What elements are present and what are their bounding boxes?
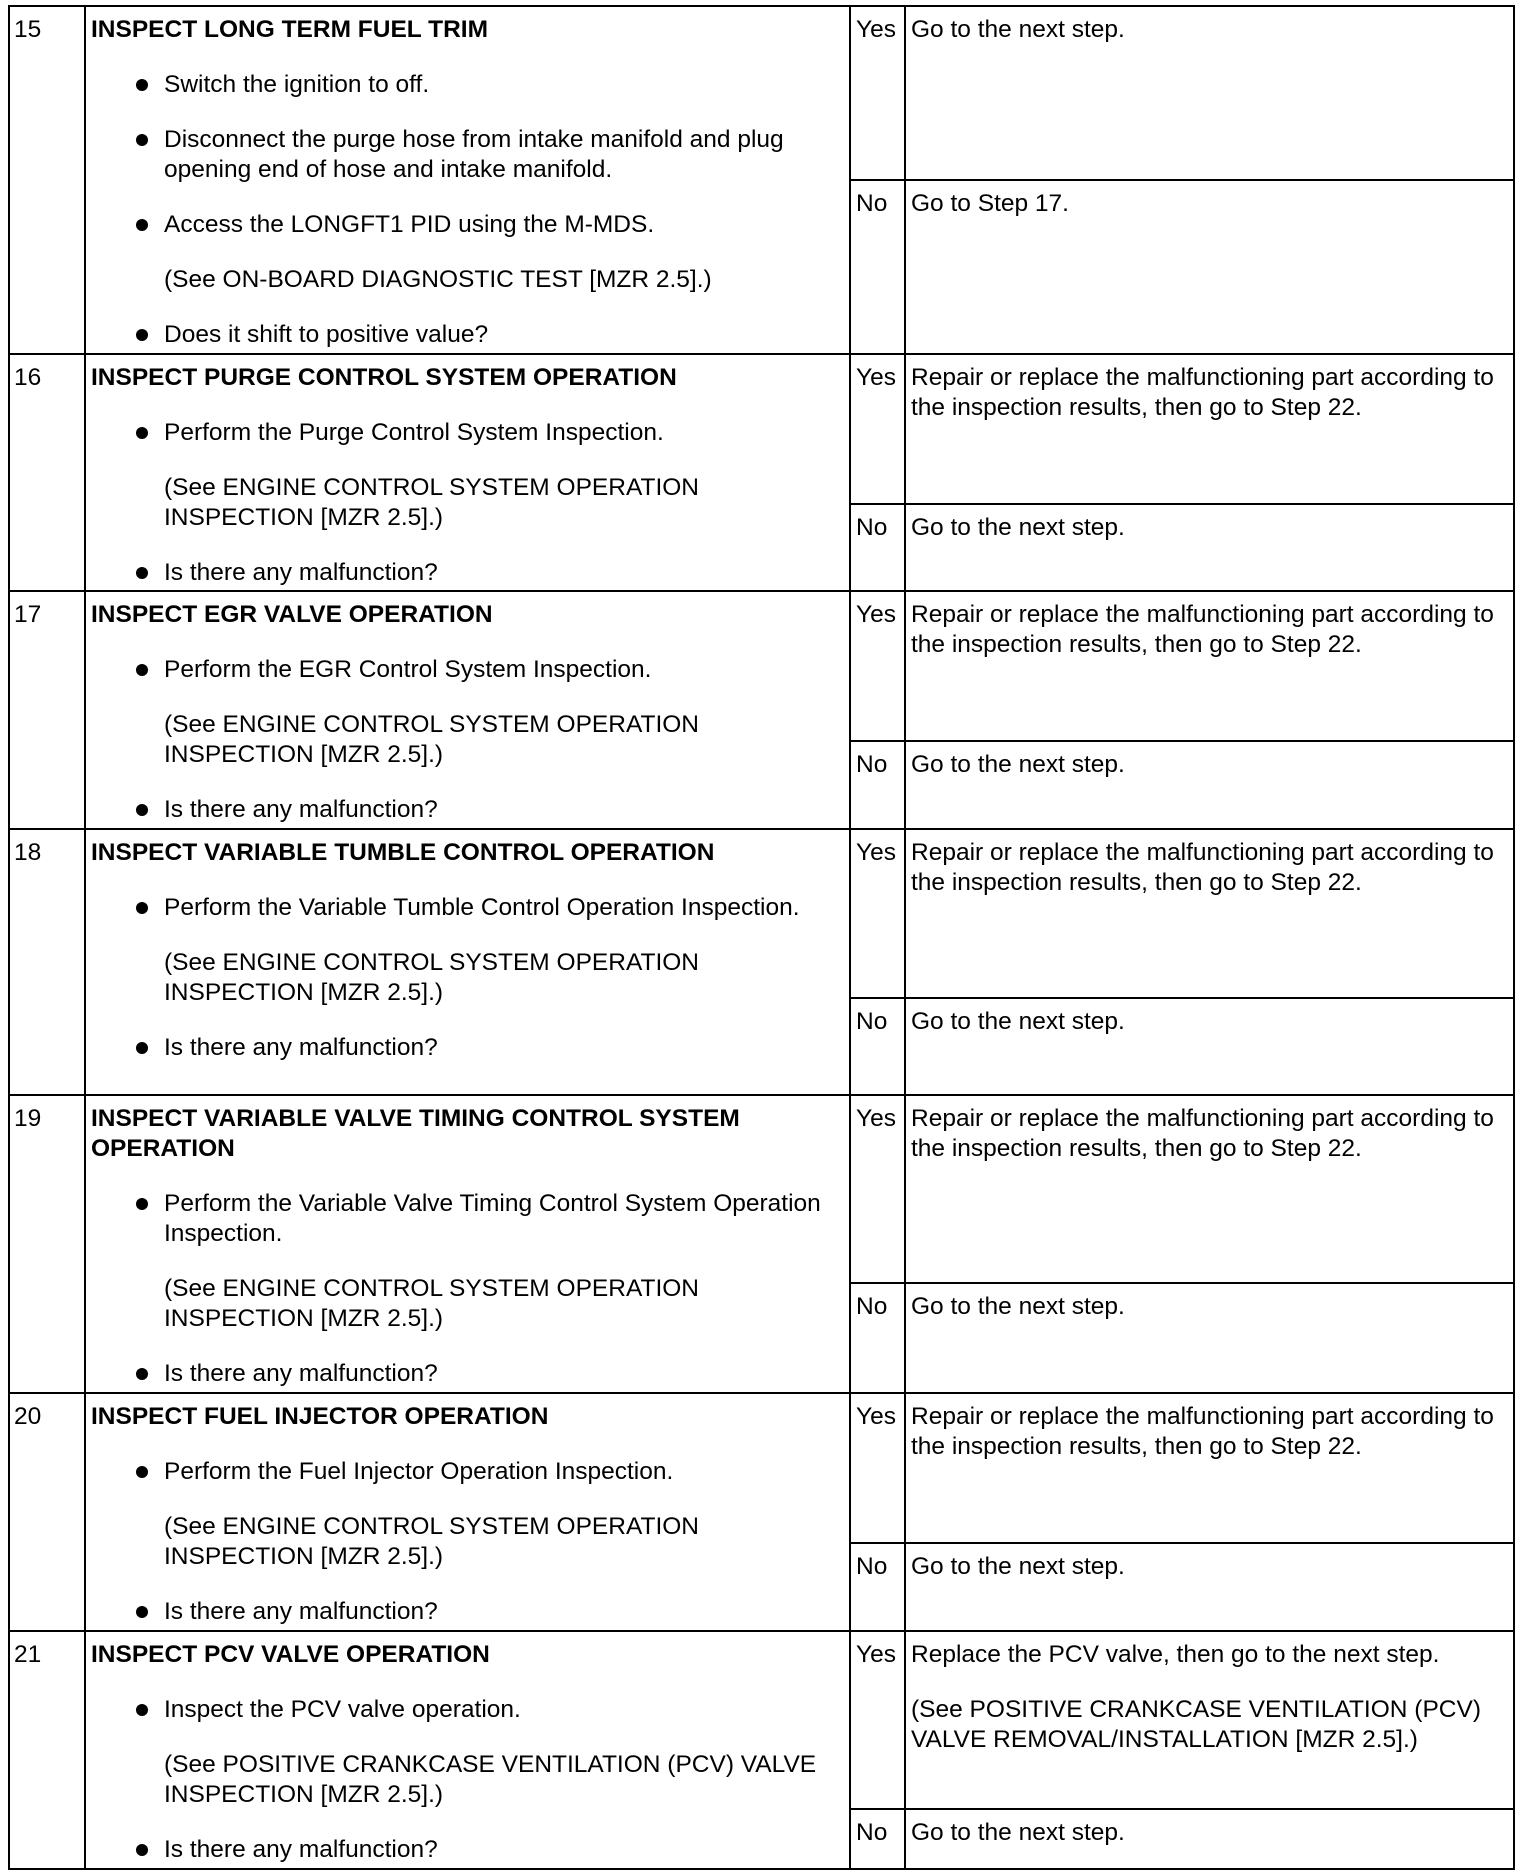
step-description — [85, 6, 850, 354]
reference-note: (See ON-BOARD DIAGNOSTIC TEST [MZR 2.5].) — [164, 266, 712, 293]
bullet-item: Inspect the PCV valve operation. — [91, 1695, 845, 1725]
yes-action-text: Go to the next step. — [911, 16, 1125, 43]
step-description — [85, 1393, 850, 1630]
reference-note: (See ENGINE CONTROL SYSTEM OPERATION INSPECTION [MZR 2.5].) — [164, 711, 700, 769]
bullet-item: Access the LONGFT1 PID using the M-MDS. — [91, 210, 845, 240]
bullet-item: Is there any malfunction? — [91, 558, 845, 588]
step-description — [85, 354, 850, 591]
yes-action-text: Repair or replace the malfunctioning part according to the inspection results, then go to Step 22. — [911, 601, 1494, 659]
answer-no-action: Go to the next step. — [905, 1543, 1514, 1631]
answer-no-action: Go to the next step. — [905, 504, 1514, 592]
step-description — [85, 1095, 850, 1393]
bullet-item: Perform the Variable Valve Timing Control System Operation Inspection. — [91, 1189, 845, 1249]
step-row-yes — [9, 829, 1514, 998]
reference-note: (See ENGINE CONTROL SYSTEM OPERATION INSPECTION [MZR 2.5].) — [164, 1275, 700, 1333]
step-description — [85, 829, 850, 1096]
answer-no-action: Go to the next step. — [905, 998, 1514, 1096]
answer-yes-label: Yes — [850, 829, 905, 998]
bullet-item: Is there any malfunction? — [91, 1835, 845, 1865]
answer-no-label: No — [850, 1543, 905, 1631]
step-row-yes — [9, 6, 1514, 180]
answer-yes-action — [905, 591, 1514, 741]
step-row-yes — [9, 1393, 1514, 1543]
bullet-item: Is there any malfunction? — [91, 1597, 845, 1627]
bullet-item: Switch the ignition to off. — [91, 70, 845, 100]
answer-no-label: No — [850, 504, 905, 592]
answer-no-action: Go to the next step. — [905, 741, 1514, 829]
step-title: INSPECT VARIABLE TUMBLE CONTROL OPERATION — [91, 838, 715, 866]
step-number: 18 — [9, 829, 85, 1096]
answer-yes-action — [905, 1095, 1514, 1283]
bullet-item: Perform the Variable Tumble Control Operation Inspection. — [91, 893, 845, 923]
bullet-item: Does it shift to positive value? — [91, 320, 845, 350]
answer-yes-action — [905, 6, 1514, 180]
bullet-item: Is there any malfunction? — [91, 795, 845, 825]
table-body — [9, 6, 1514, 1869]
answer-yes-action — [905, 1393, 1514, 1543]
step-number: 19 — [9, 1095, 85, 1393]
step-title: INSPECT PURGE CONTROL SYSTEM OPERATION — [91, 364, 677, 392]
yes-action-text: Replace the PCV valve, then go to the next step. — [911, 1640, 1440, 1668]
answer-yes-label: Yes — [850, 354, 905, 504]
yes-reference-note: (See POSITIVE CRANKCASE VENTILATION (PCV) VALVE REMOVAL/INSTALLATION [MZR 2.5].) — [911, 1695, 1481, 1753]
yes-action-text: Repair or replace the malfunctioning part according to the inspection results, then go to Step 22. — [911, 1403, 1494, 1461]
reference-note: (See ENGINE CONTROL SYSTEM OPERATION INSPECTION [MZR 2.5].) — [164, 474, 700, 532]
step-title: INSPECT VARIABLE VALVE TIMING CONTROL SYSTEM OPERATION — [91, 1105, 740, 1163]
bullet-item: Perform the EGR Control System Inspection. — [91, 655, 845, 685]
step-title: INSPECT EGR VALVE OPERATION — [91, 601, 493, 629]
step-row-yes — [9, 354, 1514, 504]
answer-yes-action — [905, 354, 1514, 504]
step-number: 15 — [9, 6, 85, 354]
reference-note: (See POSITIVE CRANKCASE VENTILATION (PCV) VALVE INSPECTION [MZR 2.5].) — [164, 1750, 817, 1808]
step-description — [85, 591, 850, 828]
diagnostic-procedure-table — [8, 5, 1515, 1870]
reference-note: (See ENGINE CONTROL SYSTEM OPERATION INSPECTION [MZR 2.5].) — [164, 1513, 700, 1571]
step-row-yes — [9, 1095, 1514, 1283]
answer-no-label: No — [850, 998, 905, 1096]
yes-action-text: Repair or replace the malfunctioning part according to the inspection results, then go to Step 22. — [911, 364, 1494, 422]
step-title: INSPECT PCV VALVE OPERATION — [91, 1640, 490, 1668]
answer-no-label: No — [850, 1809, 905, 1869]
answer-yes-label: Yes — [850, 1095, 905, 1283]
answer-no-label: No — [850, 1283, 905, 1393]
answer-no-label: No — [850, 741, 905, 829]
bullet-item: Is there any malfunction? — [91, 1359, 845, 1389]
yes-action-text: Repair or replace the malfunctioning part according to the inspection results, then go to Step 22. — [911, 1105, 1494, 1163]
step-title: INSPECT LONG TERM FUEL TRIM — [91, 16, 488, 43]
bullet-item: Disconnect the purge hose from intake manifold and plug opening end of hose and intake manifold. — [91, 125, 845, 185]
bullet-item: Is there any malfunction? — [91, 1033, 845, 1063]
reference-note: (See ENGINE CONTROL SYSTEM OPERATION INSPECTION [MZR 2.5].) — [164, 948, 700, 1006]
bullet-item: Perform the Fuel Injector Operation Inspection. — [91, 1457, 845, 1487]
answer-yes-action — [905, 829, 1514, 998]
answer-yes-label: Yes — [850, 1631, 905, 1809]
step-row-yes — [9, 591, 1514, 741]
answer-yes-label: Yes — [850, 6, 905, 180]
step-row-yes — [9, 1631, 1514, 1809]
step-number: 20 — [9, 1393, 85, 1630]
answer-yes-label: Yes — [850, 1393, 905, 1543]
step-number: 21 — [9, 1631, 85, 1870]
answer-no-label: No — [850, 180, 905, 354]
answer-no-action: Go to the next step. — [905, 1283, 1514, 1393]
answer-yes-label: Yes — [850, 591, 905, 741]
answer-yes-action — [905, 1631, 1514, 1809]
step-number: 16 — [9, 354, 85, 591]
step-number: 17 — [9, 591, 85, 828]
yes-action-text: Repair or replace the malfunctioning part according to the inspection results, then go to Step 22. — [911, 838, 1494, 896]
step-title: INSPECT FUEL INJECTOR OPERATION — [91, 1403, 549, 1431]
bullet-item: Perform the Purge Control System Inspection. — [91, 418, 845, 448]
answer-no-action: Go to the next step. — [905, 1809, 1514, 1869]
answer-no-action: Go to Step 17. — [905, 180, 1514, 354]
step-description — [85, 1631, 850, 1870]
